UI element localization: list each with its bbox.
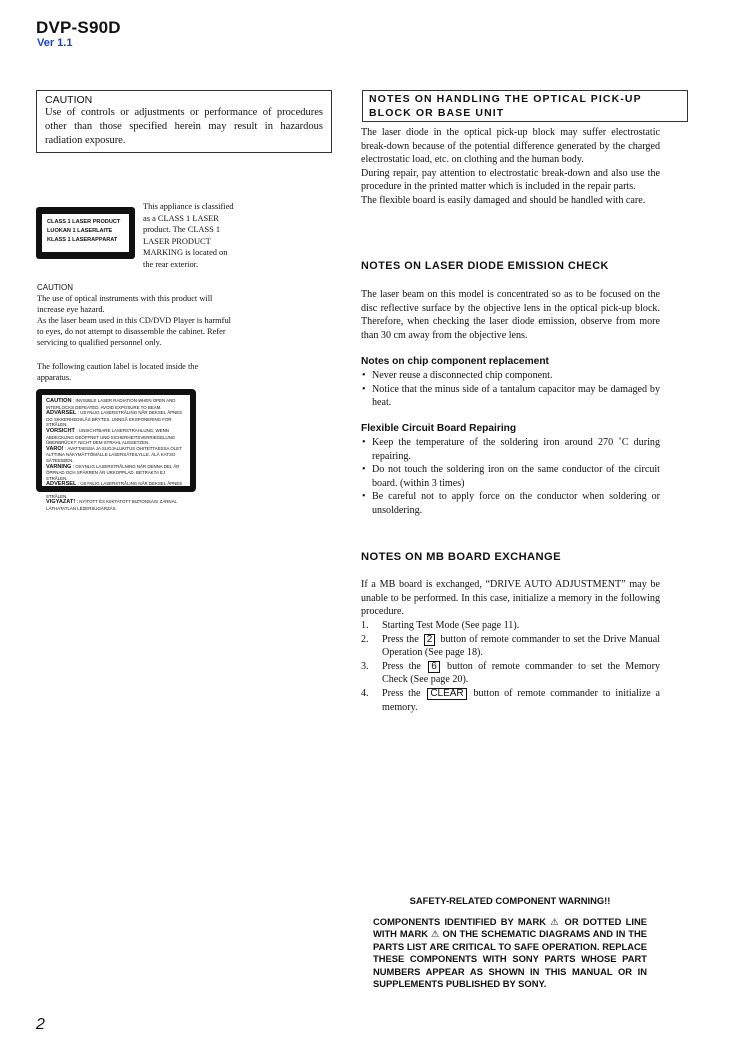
caution2-p1: The use of optical instruments with this product will increase eye hazard. bbox=[37, 294, 213, 314]
remote-key-label: 6 bbox=[428, 661, 440, 673]
mb-step: 3. Press the 6 button of remote commander to set the Memory Check (See page 20). bbox=[361, 660, 660, 686]
list-item: • Be careful not to apply force on the conductor when soldering or unsoldering. bbox=[361, 490, 660, 517]
mb-step: 4. Press the CLEAR button of remote commander to initialize a memory. bbox=[361, 687, 660, 713]
remote-key-label: 2 bbox=[424, 634, 436, 646]
safety-title: SAFETY-RELATED COMPONENT WARNING!! bbox=[409, 895, 611, 906]
warning-label-row: ADVARSEL : USYNLIG LASERSTRÅLING NÅR DEKSEL ÅPNES OG SIKKERHEDSLÅS BRYTES. UNNGÅ EKSPONERING FOR STRÅLEN. bbox=[46, 410, 183, 428]
flex-list bbox=[361, 436, 660, 518]
mb-step: 1. Starting Test Mode (See page 11). bbox=[361, 620, 520, 631]
warning-label-row: VARO! : AVATTAESSA JA SUOJALUKITUS OHITETTAESSA OLET ALTTIINA NÄKYMÄTTÖMÄLLE LASERSÄTEILYLLE. ÄLÄ KATSO SÄTEESEEN. bbox=[46, 445, 182, 463]
list-item: • Keep the temperature of the soldering iron around 270 ˚C during repairing. bbox=[361, 436, 660, 463]
page-number: 2 bbox=[36, 1016, 45, 1033]
optical-notes-p3: The flexible board is easily damaged and should be handled with care. bbox=[361, 194, 646, 206]
optical-notes-p1: The laser diode in the optical pick-up block may suffer electrostatic break-down because of the potential difference generated by the charged electrostatic load, etc. on clothing and the human body. bbox=[361, 127, 660, 166]
optical-notes-p2: During repair, pay attention to electrostatic break-down and also use the procedure in the printed matter which is included in the repair parts. bbox=[361, 167, 660, 193]
caution2-title: CAUTION bbox=[37, 283, 73, 292]
warning-label-row: ADVERSEL : USYNLIG LASERSTRÅLING NÅR DEKSEL ÅPNES OG SIKKERHEDSLÅS BRYTES. UNNGÅ EKSPONERING FOR STRÅLEN. bbox=[46, 481, 183, 499]
laser-check-title: NOTES ON LASER DIODE EMISSION CHECK bbox=[361, 260, 609, 272]
version-label: Ver 1.1 bbox=[37, 37, 73, 49]
inside-label-note: The following caution label is located inside the apparatus. bbox=[37, 362, 199, 382]
warning-label-row: CAUTION : INVISIBLE LASER RADIATION WHEN OPEN AND INTERLOCKS DEFEATED. AVOID EXPOSURE TO BEAM. bbox=[46, 398, 176, 410]
warning-label-row: VIGYAZAT! : NYITOTT ÉS KIIKTATOTT BIZTONSÁGI ZÁRNÁL LÁTHATATLAN LÉZERSUGÁRZÁS. bbox=[46, 499, 177, 511]
caution2-block bbox=[37, 282, 237, 348]
remote-key-label: CLEAR bbox=[427, 688, 466, 700]
class1-label-line: KLASS 1 LASERAPPARAT bbox=[47, 237, 118, 243]
list-item: • Notice that the minus side of a tantalum capacitor may be damaged by heat. bbox=[361, 383, 660, 410]
chip-title: Notes on chip component replacement bbox=[361, 356, 549, 367]
optical-notes-body bbox=[361, 126, 660, 208]
warning-label-rows bbox=[41, 394, 191, 511]
list-item: • Do not touch the soldering iron on the same conductor of the circuit board. (within 3 times) bbox=[361, 463, 660, 490]
optical-notes-title: NOTES ON HANDLING THE OPTICAL PICK-UP BLOCK OR BASE UNIT bbox=[362, 90, 688, 122]
safety-warning bbox=[373, 895, 647, 991]
flex-title: Flexible Circuit Board Repairing bbox=[361, 423, 517, 434]
class1-laser-label bbox=[36, 207, 135, 259]
laser-check-body: The laser beam on this model is concentrated so as to be focused on the disc reflective surface by the objective lens in the optical pick-up block. Therefore, when checking the laser diode emission, observe from more than 30 cm away from the objective lens. bbox=[361, 289, 660, 341]
caution-box bbox=[36, 90, 332, 153]
caution-title: CAUTION bbox=[45, 94, 93, 106]
mb-steps bbox=[361, 619, 660, 714]
class1-label-line: LUOKAN 1 LASERLAITE bbox=[47, 228, 113, 234]
appliance-note: This appliance is classified as a CLASS 1 LASER product. The CLASS 1 LASER PRODUCT MARKING is located on the rear exterior. bbox=[143, 202, 234, 269]
list-item: • Never reuse a disconnected chip component. bbox=[361, 369, 660, 383]
warning-label-row: VARNING : OSYNLIG LASERSTRÅLNING NÄR DENNA DEL ÄR ÖPPNAD OCH SPÄRREN ÄR URKOPPLAD. BETRAKTA EJ STRÅLEN. bbox=[46, 463, 180, 481]
mb-intro: If a MB board is exchanged, “DRIVE AUTO ADJUSTMENT” may be unable to be performed. In this case, initialize a memory in the following procedure. bbox=[361, 579, 660, 618]
safety-body: COMPONENTS IDENTIFIED BY MARK ⚠ OR DOTTED LINE WITH MARK ⚠ ON THE SCHEMATIC DIAGRAMS AND IN THE PARTS LIST ARE CRITICAL TO SAFE OPERATION. REPLACE THESE COMPONENTS WITH SONY PARTS WHOSE PART NUMBERS APPEAR AS SHOWN IN THIS MANUAL OR IN SUPPLEMENTS PUBLISHED BY SONY. bbox=[373, 915, 647, 989]
class1-label-line: CLASS 1 LASER PRODUCT bbox=[47, 219, 121, 225]
caution-text: Use of controls or adjustments or performance of procedures other than those specified herein may result in hazardous radiation exposure. bbox=[45, 107, 323, 146]
chip-list bbox=[361, 369, 660, 410]
warning-label bbox=[36, 389, 196, 511]
mb-step: 2. Press the 2 button of remote commander to set the Drive Manual Operation (See page 18). bbox=[361, 633, 660, 659]
caution2-p2: As the laser beam used in this CD/DVD Player is harmful to eyes, do not attempt to disassemble the cabinet. Refer servicing to qualified personnel only. bbox=[37, 316, 231, 347]
warning-label-row: VORSICHT : UNSICHTBARE LASERSTRAHLUNG, WENN ABDECKUNG GEÖFFNET UND SICHERHEITSVERRIEGELUNG ÜBERBRÜCKT. NICHT DEM STRAHL AUSSETZEN. bbox=[46, 427, 176, 446]
mb-title: NOTES ON MB BOARD EXCHANGE bbox=[361, 551, 561, 563]
model-title: DVP-S90D bbox=[36, 18, 121, 37]
